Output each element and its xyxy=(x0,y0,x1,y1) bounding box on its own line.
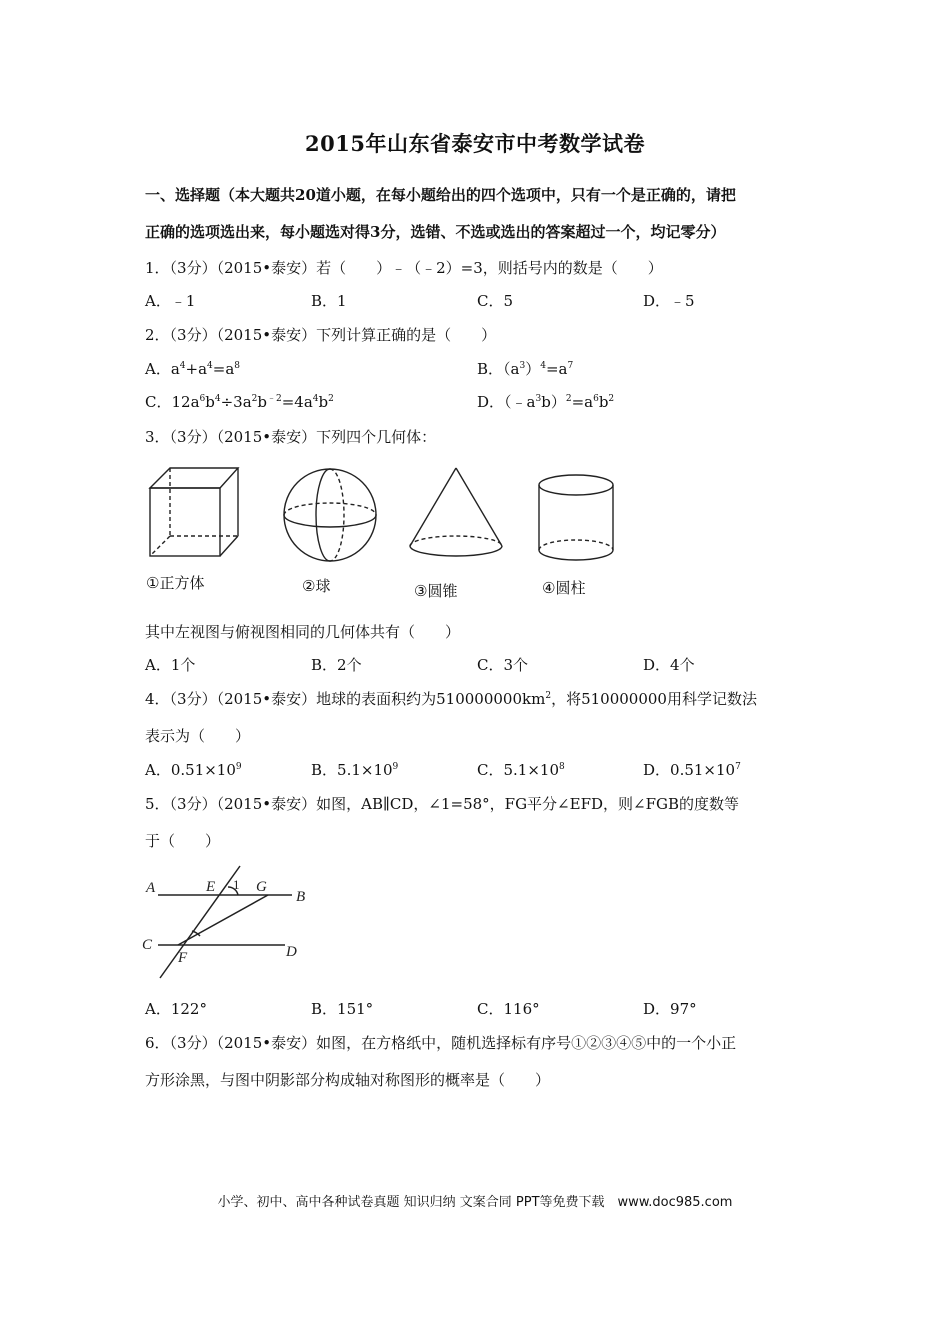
question-5-stem-line2: 于（ ） xyxy=(145,832,221,850)
q4-option-a xyxy=(145,759,242,780)
q4-stem-part2: ，将510000000用科学记数法 xyxy=(551,690,757,708)
question-6-stem-line1: 6．（3分）（2015•泰安）如图，在方格纸中，随机选择标有序号①②③④⑤中的一个小正 xyxy=(145,1034,737,1052)
cube-figure xyxy=(150,468,238,556)
cone-label: ③圆锥 xyxy=(414,582,458,600)
question-6-stem-line2: 方形涂黑，与图中阴影部分构成轴对称图形的概率是（ ） xyxy=(145,1071,551,1089)
point-F-label: F xyxy=(178,950,188,966)
q4-option-c-exp: 8 xyxy=(559,762,565,772)
q2-option-b: B．$(a^3)^4=a^7$ xyxy=(477,360,574,378)
question-4-stem-line2: 表示为（ ） xyxy=(145,727,251,745)
sphere-label: ②球 xyxy=(302,577,331,595)
q4-option-c-text: C．5.1×10 xyxy=(477,761,559,779)
sphere-figure xyxy=(284,469,376,561)
q2-option-c-prefix: C． xyxy=(145,393,172,411)
q4-option-c xyxy=(477,759,565,780)
point-A-label: A xyxy=(146,880,156,896)
q4-option-b-exp: 9 xyxy=(392,762,399,772)
cylinder-figure xyxy=(539,475,613,560)
page-title: 2015年山东省泰安市中考数学试卷 xyxy=(305,131,645,156)
line-FG xyxy=(178,895,268,945)
question-5-stem-line1: 5．（3分）（2015•泰安）如图，AB∥CD，∠1=58°，FG平分∠EFD，则∠FGB的度数等 xyxy=(145,795,739,813)
q2-option-c: C．$12a^6b^4\div 3a^2b^{﹣2}=4a^4b^2$ xyxy=(145,393,334,411)
q4-option-b-text: B．5.1×10 xyxy=(311,761,393,779)
question-3-question: 其中左视图与俯视图相同的几何体共有（ ） xyxy=(145,623,461,641)
q3-option-b: B．2个 xyxy=(311,656,362,674)
q1-option-c: C．5 xyxy=(477,292,514,310)
q5-option-a: A．122° xyxy=(145,1000,207,1018)
cube-label: ①正方体 xyxy=(146,574,205,592)
q1-option-b: B．1 xyxy=(311,292,347,310)
q4-option-d-text: D．0.51×10 xyxy=(643,761,736,779)
q1-option-a: A．﹣1 xyxy=(145,292,196,310)
point-B-label: B xyxy=(296,889,306,905)
point-E-label: E xyxy=(206,879,216,895)
q2-option-a: A．$a^4+a^4=a^8$ xyxy=(145,360,241,378)
cone-figure xyxy=(410,468,502,556)
q3-option-a: A．1个 xyxy=(145,656,196,674)
q2-option-b-prefix: B． xyxy=(477,360,504,378)
footer-text: 小学、初中、高中各种试卷真题 知识归纳 文案合同 PPT等免费下载 www.doc985.com xyxy=(217,1195,733,1210)
point-G-label: G xyxy=(256,879,267,895)
q2-option-a-prefix: A． xyxy=(145,360,171,378)
q1-option-d: D．﹣5 xyxy=(643,292,695,310)
q5-figure-parallel-lines xyxy=(140,860,320,985)
angle-1-label: 1 xyxy=(233,877,240,892)
q3-option-c: C．3个 xyxy=(477,656,529,674)
q4-option-d xyxy=(643,759,741,780)
q5-option-b: B．151° xyxy=(311,1000,374,1018)
point-D-label: D xyxy=(286,944,297,960)
question-3-stem: 3．（3分）（2015•泰安）下列四个几何体： xyxy=(145,428,437,446)
question-2-stem: 2．（3分）（2015•泰安）下列计算正确的是（ ） xyxy=(145,326,497,344)
q5-option-c: C．116° xyxy=(477,1000,540,1018)
q5-option-d: D．97° xyxy=(643,1000,697,1018)
q3-option-d: D．4个 xyxy=(643,656,695,674)
question-4-stem: 4．（3分）（2015•泰安）地球的表面积约为$510000000km^2$，将510000000用科学记数法 xyxy=(145,690,757,708)
q2-option-d-prefix: D． xyxy=(477,393,505,411)
q4-option-a-exp: 9 xyxy=(235,762,242,772)
q4-option-d-exp: 7 xyxy=(735,762,741,772)
question-1-stem: 1．（3分）（2015•泰安）若（ ）﹣（﹣2）=3，则括号内的数是（ ） xyxy=(145,259,663,277)
q4-option-b xyxy=(311,759,398,780)
section-heading-line2: 正确的选项选出来，每小题选对得3分，选错、不选或选出的答案超过一个，均记零分） xyxy=(145,223,726,241)
section-heading-line1: 一、选择题（本大题共20道小题，在每小题给出的四个选项中，只有一个是正确的，请把 xyxy=(145,186,736,204)
line-EF xyxy=(160,866,240,978)
q2-option-d: D．$(﹣a^3b)^2=a^6b^2$ xyxy=(477,393,615,411)
q4-stem-part1: 4．（3分）（2015•泰安）地球的表面积约为510000000km xyxy=(145,690,546,708)
point-C-label: C xyxy=(142,937,153,953)
cylinder-label: ④圆柱 xyxy=(542,579,586,597)
q4-option-a-text: A．0.51×10 xyxy=(145,761,236,779)
